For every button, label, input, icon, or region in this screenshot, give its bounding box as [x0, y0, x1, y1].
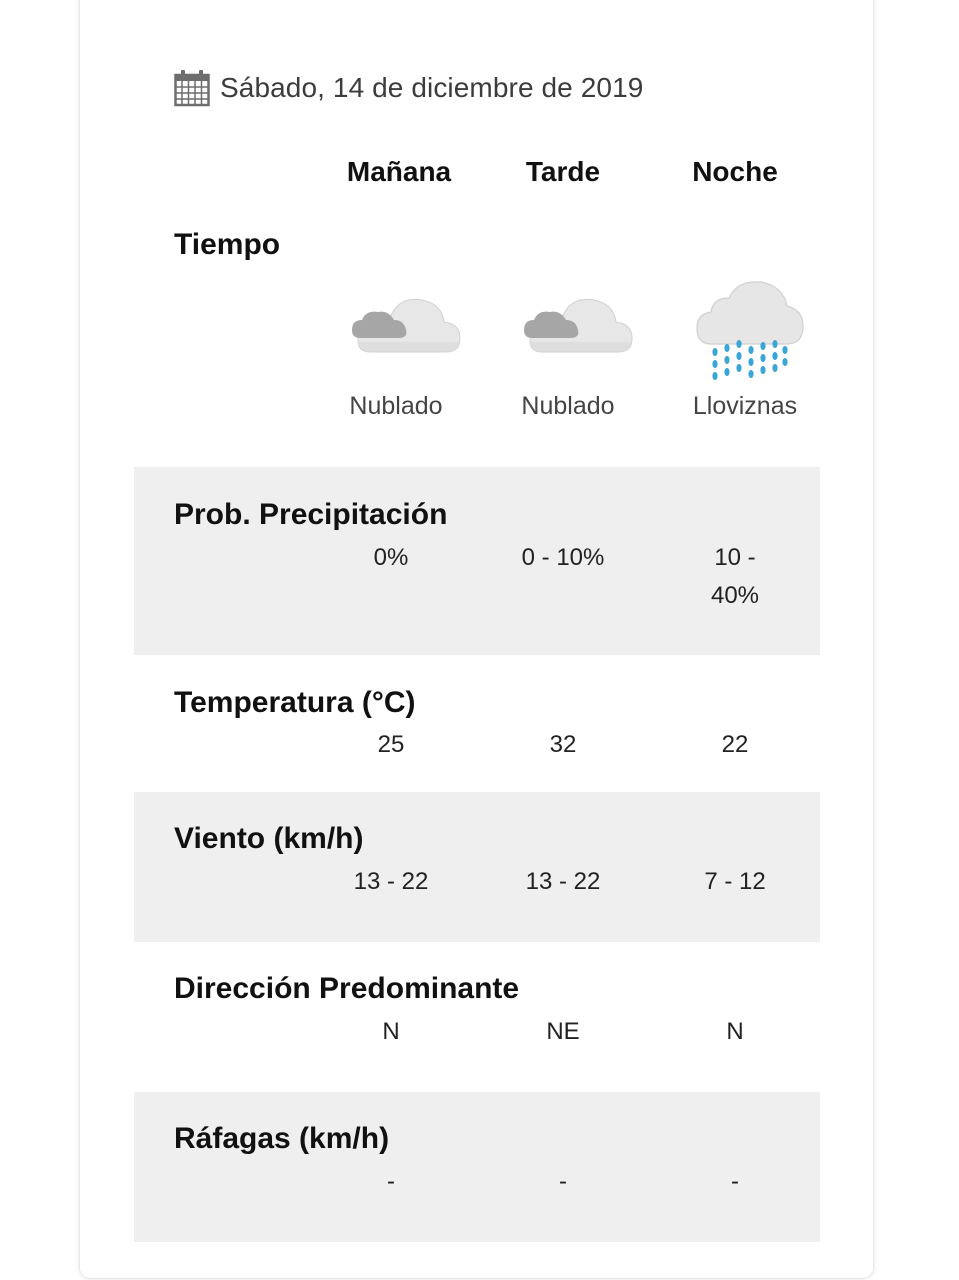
direction-tarde: NE	[546, 1018, 580, 1045]
precip-tarde: 0 - 10%	[521, 544, 605, 571]
calendar-icon	[174, 69, 210, 107]
temp-manana: 25	[377, 731, 405, 758]
precip-noche-line2: 40%	[710, 582, 760, 609]
wind-noche: 7 - 12	[704, 868, 766, 895]
column-header-noche: Noche	[692, 156, 778, 187]
direction-noche: N	[726, 1018, 744, 1045]
drizzle-icon	[693, 278, 805, 389]
gusts-tarde: -	[559, 1168, 567, 1195]
gusts-noche: -	[731, 1168, 739, 1195]
gusts-manana: -	[387, 1168, 395, 1195]
wind-label: Viento (km/h)	[174, 822, 364, 855]
precip-noche-line1: 10 -	[714, 544, 756, 571]
condition-manana: Nublado	[349, 392, 443, 420]
date-text: Sábado, 14 de diciembre de 2019	[220, 72, 644, 103]
direction-manana: N	[382, 1018, 400, 1045]
column-header-tarde: Tarde	[525, 156, 601, 187]
wind-tarde: 13 - 22	[525, 868, 601, 895]
tiempo-label: Tiempo	[174, 228, 281, 261]
temp-noche: 22	[721, 731, 749, 758]
condition-noche: Lloviznas	[692, 392, 798, 420]
wind-manana: 13 - 22	[353, 868, 429, 895]
condition-tarde: Nublado	[521, 392, 615, 420]
temp-tarde: 32	[549, 731, 577, 758]
cloudy-icon	[350, 292, 462, 365]
column-header-manana: Mañana	[346, 156, 452, 187]
precip-manana: 0%	[373, 544, 409, 571]
direction-label: Dirección Predominante	[174, 972, 520, 1005]
date-header	[174, 68, 643, 108]
temp-label: Temperatura (°C)	[174, 686, 416, 719]
precip-label: Prob. Precipitación	[174, 498, 448, 531]
gusts-label: Ráfagas (km/h)	[174, 1122, 390, 1155]
cloudy-icon	[522, 292, 634, 365]
